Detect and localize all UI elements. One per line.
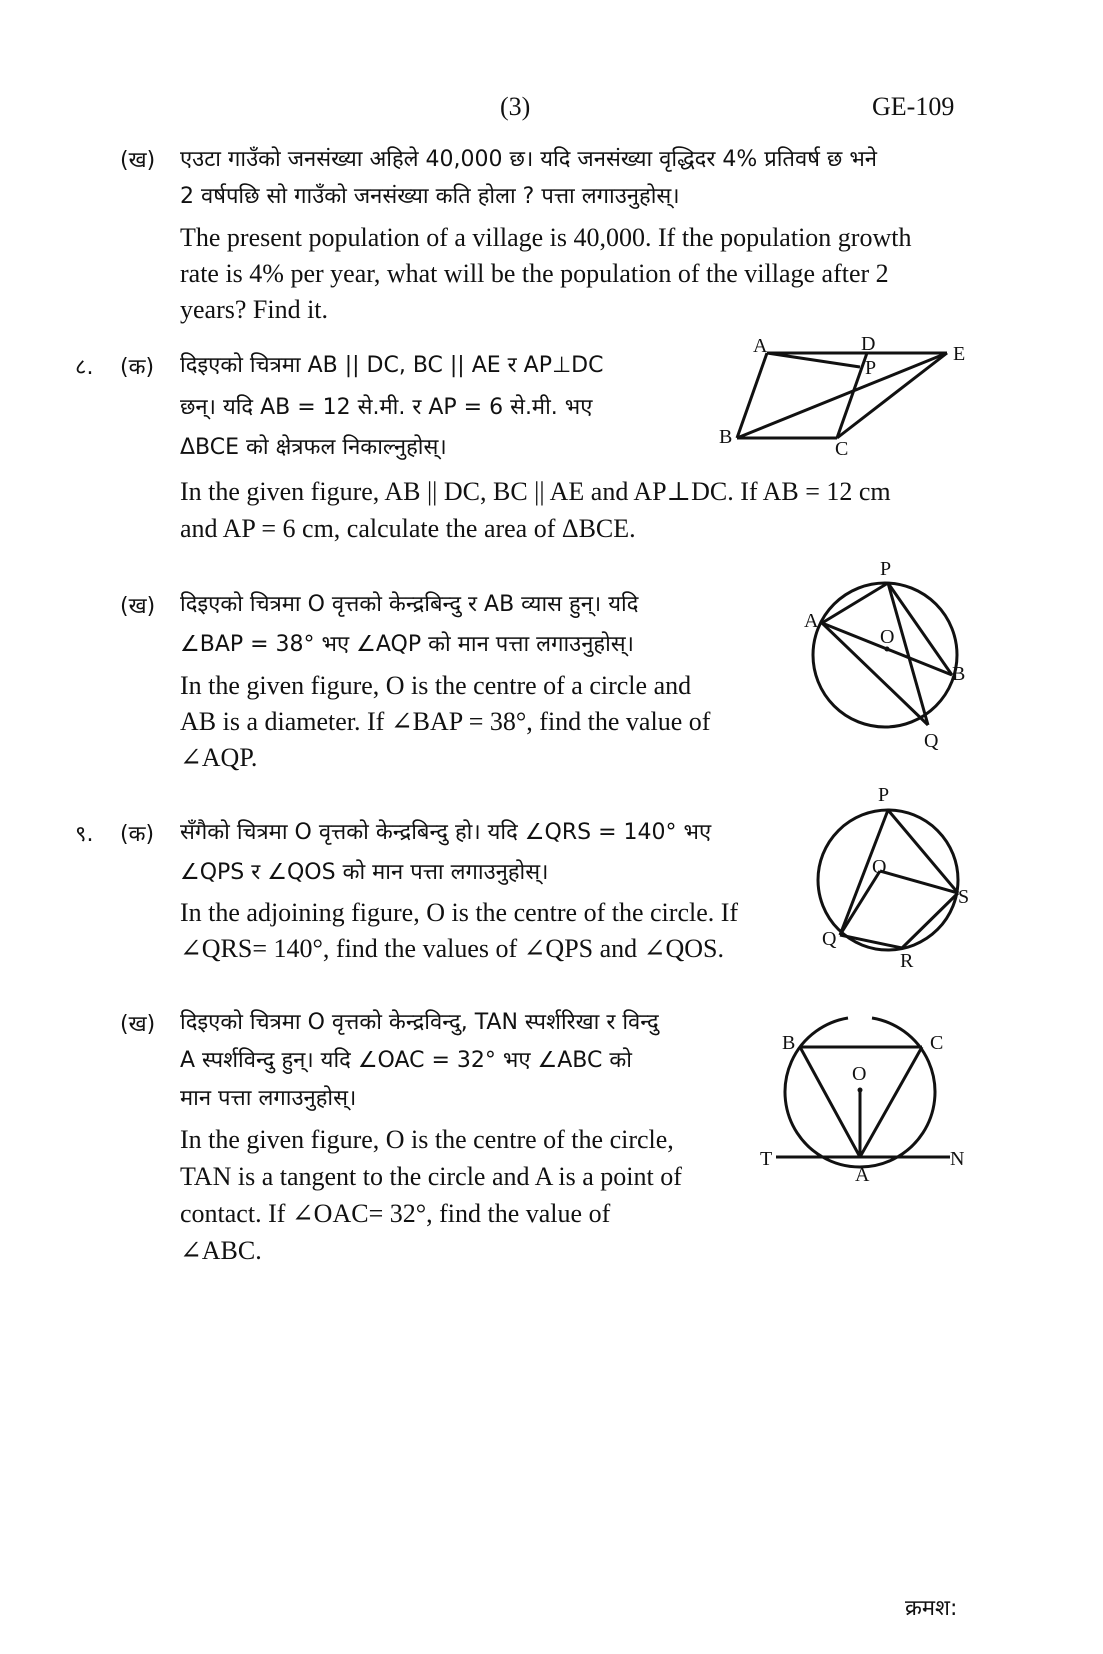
label-p: P bbox=[880, 558, 892, 580]
english-line: contact. If ∠OAC= 32°, find the value of bbox=[180, 1199, 611, 1228]
label-o: O bbox=[880, 626, 895, 648]
nepali-line: ∠BAP = 38° भए ∠AQP को मान पत्ता लगाउनुहोस्। bbox=[180, 632, 635, 657]
label-a: A bbox=[753, 335, 768, 357]
label-n: N bbox=[950, 1148, 965, 1170]
nepali-line: एउटा गाउँको जनसंख्या अहिले 40,000 छ। यदि जनसंख्या वृद्धिदर 4% प्रतिवर्ष छ भने bbox=[180, 147, 878, 172]
edge-ab bbox=[737, 353, 767, 438]
label-o: O bbox=[852, 1063, 867, 1085]
nepali-line: A स्पर्शविन्दु हुन्। यदि ∠OAC = 32° भए ∠ABC को bbox=[180, 1048, 632, 1073]
continued-label: क्रमश: bbox=[905, 1596, 958, 1621]
center-dot bbox=[858, 1088, 863, 1093]
nepali-line: दिइएको चित्रमा O वृत्तको केन्द्रविन्दु, TAN स्पर्शरिखा र विन्दु bbox=[180, 1010, 659, 1035]
exam-code: GE-109 bbox=[872, 92, 955, 121]
part-label: (क) bbox=[120, 355, 155, 380]
label-r: R bbox=[900, 950, 914, 972]
nepali-line: दिइएको चित्रमा AB || DC, BC || AE र AP⊥DC bbox=[180, 353, 604, 378]
tangent-circle-figure bbox=[760, 1005, 980, 1195]
circle-diameter-figure bbox=[800, 555, 980, 752]
label-t: T bbox=[760, 1148, 773, 1170]
cyclic-quadrilateral-figure bbox=[800, 785, 980, 975]
chord-rs bbox=[902, 893, 958, 948]
english-line: In the given figure, AB || DC, BC || AE and AP⊥DC. If AB = 12 cm bbox=[180, 477, 891, 506]
label-a: A bbox=[855, 1164, 870, 1186]
english-line: years? Find it. bbox=[180, 295, 329, 324]
label-c: C bbox=[835, 438, 849, 460]
label-q: Q bbox=[822, 928, 837, 950]
chord-qr bbox=[840, 935, 902, 948]
circle bbox=[818, 810, 958, 950]
label-b: B bbox=[782, 1032, 796, 1054]
english-line: ∠ABC. bbox=[180, 1236, 262, 1265]
part-label: (ख) bbox=[120, 1012, 156, 1037]
chord-ps bbox=[888, 810, 958, 893]
question-number: ८. bbox=[75, 355, 94, 380]
english-line: rate is 4% per year, what will be the population of the village after 2 bbox=[180, 259, 889, 288]
part-label: (ख) bbox=[120, 594, 156, 619]
circle bbox=[813, 583, 957, 727]
english-line: The present population of a village is 40,000. If the population growth bbox=[180, 223, 912, 252]
nepali-line: छन्। यदि AB = 12 से.मी. र AP = 6 से.मी. भए bbox=[180, 395, 593, 420]
nepali-line: ∠QPS र ∠QOS को मान पत्ता लगाउनुहोस्। bbox=[180, 860, 549, 885]
label-b: B bbox=[719, 426, 733, 448]
label-q: Q bbox=[924, 730, 939, 752]
label-e: E bbox=[953, 343, 966, 365]
nepali-line: 2 वर्षपछि सो गाउँको जनसंख्या कति होला ? पत्ता लगाउनुहोस्। bbox=[180, 184, 680, 209]
radius-os bbox=[880, 871, 958, 893]
question-number: ९. bbox=[75, 822, 94, 847]
english-line: In the given figure, O is the centre of a circle and bbox=[180, 671, 692, 700]
label-o: O bbox=[872, 856, 887, 878]
english-line: In the adjoining figure, O is the centre of the circle. If bbox=[180, 898, 739, 927]
nepali-line: ΔBCE को क्षेत्रफल निकाल्नुहोस्। bbox=[180, 435, 447, 460]
nepali-line: दिइएको चित्रमा O वृत्तको केन्द्रबिन्दु र AB व्यास हुन्। यदि bbox=[180, 592, 639, 617]
label-p: P bbox=[865, 357, 877, 379]
english-line: TAN is a tangent to the circle and A is a point of bbox=[180, 1162, 682, 1191]
parallelogram-figure bbox=[715, 333, 975, 460]
english-line: and AP = 6 cm, calculate the area of ΔBCE. bbox=[180, 514, 636, 543]
nepali-line: सँगैको चित्रमा O वृत्तको केन्द्रबिन्दु हो। यदि ∠QRS = 140° भए bbox=[180, 820, 712, 845]
part-label: (क) bbox=[120, 822, 155, 847]
label-d: D bbox=[861, 333, 876, 355]
label-b: B bbox=[952, 663, 966, 685]
english-line: In the given figure, O is the centre of the circle, bbox=[180, 1125, 674, 1154]
label-s: S bbox=[958, 886, 970, 908]
nepali-line: मान पत्ता लगाउनुहोस्। bbox=[180, 1086, 357, 1111]
english-line: AB is a diameter. If ∠BAP = 38°, find the value of bbox=[180, 707, 711, 736]
chord-ca bbox=[860, 1047, 922, 1157]
chord-ba bbox=[800, 1047, 860, 1157]
page-number: (3) bbox=[500, 92, 531, 121]
label-p: P bbox=[878, 784, 890, 806]
english-line: ∠QRS= 140°, find the values of ∠QPS and ∠QOS. bbox=[180, 934, 724, 963]
label-a: A bbox=[804, 610, 819, 632]
edge-ap bbox=[767, 353, 860, 367]
label-c: C bbox=[930, 1032, 944, 1054]
english-line: ∠AQP. bbox=[180, 743, 258, 772]
part-label: (ख) bbox=[120, 148, 156, 173]
